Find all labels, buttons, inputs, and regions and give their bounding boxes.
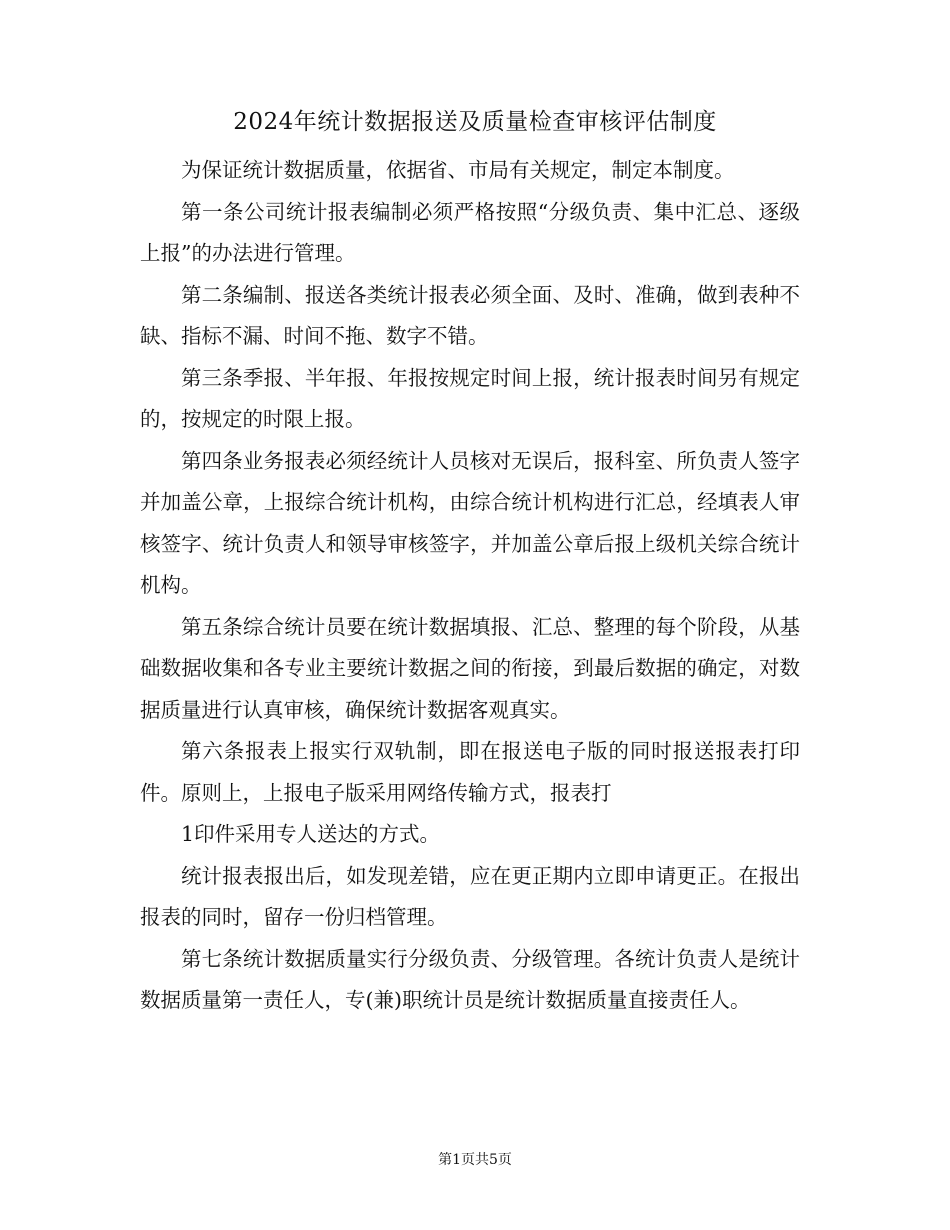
paragraph-article-6: 第六条报表上报实行双轨制，即在报送电子版的同时报送报表打印件。原则上，上报电子版采用网络传输方式，报表打 [140,739,800,805]
paragraph-correction: 统计报表报出后，如发现差错，应在更正期内立即申请更正。在报出报表的同时，留存一份归档管理。 [140,863,800,929]
paragraph-article-2: 第二条编制、报送各类统计报表必须全面、及时、准确，做到表种不缺、指标不漏、时间不拖、数字不错。 [140,282,800,348]
paragraph-article-7: 第七条统计数据质量实行分级负责、分级管理。各统计负责人是统计数据质量第一责任人，专(兼)职统计员是统计数据质量直接责任人。 [140,946,800,1012]
paragraph-article-4: 第四条业务报表必须经统计人员核对无误后，报科室、所负责人签字并加盖公章，上报综合统计机构，由综合统计机构进行汇总，经填表人审核签字、统计负责人和领导审核签字，并加盖公章后报上级机关综合统计机构。 [140,448,800,597]
document-body [140,150,800,1022]
document-title: 2024年统计数据报送及质量检查审核评估制度 [233,109,717,135]
paragraph-article-1: 第一条公司统计报表编制必须严格按照“分级负责、集中汇总、逐级上报”的办法进行管理。 [140,199,800,265]
paragraph-article-6-continued: 1印件采用专人送达的方式。 [181,822,441,846]
paragraph-intro: 为保证统计数据质量，依据省、市局有关规定，制定本制度。 [181,158,735,182]
page-number-footer: 第1页共5页 [438,1152,512,1168]
paragraph-article-3: 第三条季报、半年报、年报按规定时间上报，统计报表时间另有规定的，按规定的时限上报。 [140,365,800,431]
paragraph-article-5: 第五条综合统计员要在统计数据填报、汇总、整理的每个阶段，从基础数据收集和各专业主要统计数据之间的衔接，到最后数据的确定，对数据质量进行认真审核，确保统计数据客观真实。 [140,614,800,722]
